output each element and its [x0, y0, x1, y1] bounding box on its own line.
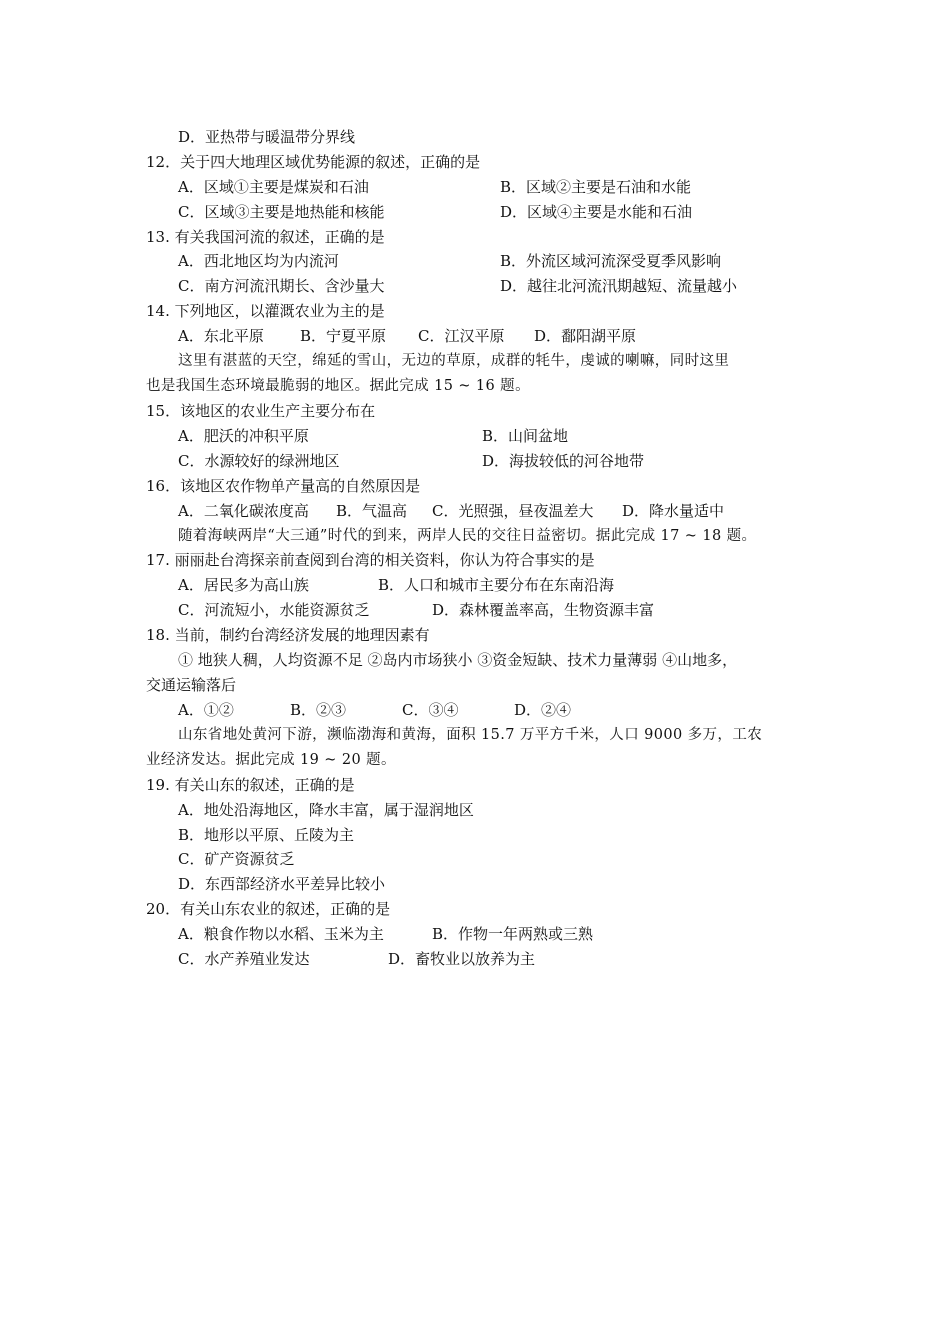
q19-stem: 19. 有关山东的叙述，正确的是 [146, 776, 355, 794]
passage-tibet-line2: 也是我国生态环境最脆弱的地区。据此完成 15 ~ 16 题。 [146, 378, 530, 394]
q20-option-c: C．水产养殖业发达 [178, 950, 310, 968]
q18-option-c: C．③④ [402, 701, 459, 719]
q19-option-d: D．东西部经济水平差异比较小 [178, 875, 386, 893]
q12-option-b: B．区域②主要是石油和水能 [500, 178, 692, 196]
q19-option-c: C．矿产资源贫乏 [178, 850, 295, 868]
q16-option-c: C．光照强，昼夜温差大 [432, 502, 594, 520]
q16-option-a: A．二氧化碳浓度高 [178, 502, 309, 520]
passage-tibet-line1: 这里有湛蓝的天空，绵延的雪山，无边的草原，成群的牦牛，虔诚的喇嘛，同时这里 [178, 353, 730, 369]
q12-option-d: D．区域④主要是水能和石油 [500, 203, 693, 221]
passage-taiwan: 随着海峡两岸“大三通”时代的到来，两岸人民的交往日益密切。据此完成 17 ~ 18 题。 [178, 528, 757, 544]
q15-option-b: B．山间盆地 [482, 427, 569, 445]
q11-option-d: D．亚热带与暖温带分界线 [178, 128, 356, 146]
q17-option-c: C．河流短小，水能资源贫乏 [178, 601, 370, 619]
q13-option-c: C．南方河流汛期长、含沙量大 [178, 277, 385, 295]
q13-option-b: B．外流区域河流深受夏季风影响 [500, 252, 722, 270]
q17-option-d: D．森林覆盖率高，生物资源丰富 [432, 601, 655, 619]
q18-option-d: D．②④ [514, 701, 572, 719]
q14-option-a: A．东北平原 [178, 327, 264, 345]
q20-option-a: A．粮食作物以水稻、玉米为主 [178, 925, 384, 943]
q13-option-d: D．越往北河流汛期越短、流量越小 [500, 277, 738, 295]
q12-option-a: A．区域①主要是煤炭和石油 [178, 178, 369, 196]
q19-option-b: B．地形以平原、丘陵为主 [178, 826, 355, 844]
q15-stem: 15．该地区的农业生产主要分布在 [146, 402, 376, 420]
q14-stem: 14. 下列地区，以灌溉农业为主的是 [146, 302, 385, 320]
q12-option-c: C．区域③主要是地热能和核能 [178, 203, 385, 221]
q18-factors-line2: 交通运输落后 [146, 676, 237, 694]
q20-stem: 20．有关山东农业的叙述，正确的是 [146, 900, 391, 918]
q18-factors-line1: ① 地狭人稠，人均资源不足 ②岛内市场狭小 ③资金短缺、技术力量薄弱 ④山地多， [178, 651, 738, 669]
passage-shandong-line2: 业经济发达。据此完成 19 ~ 20 题。 [146, 752, 396, 768]
q16-stem: 16．该地区农作物单产量高的自然原因是 [146, 477, 421, 495]
q13-option-a: A．西北地区均为内流河 [178, 252, 339, 270]
q12-stem: 12．关于四大地理区域优势能源的叙述，正确的是 [146, 153, 481, 171]
q17-option-b: B．人口和城市主要分布在东南沿海 [378, 576, 615, 594]
q20-option-d: D．畜牧业以放养为主 [388, 950, 536, 968]
q20-option-b: B．作物一年两熟或三熟 [432, 925, 594, 943]
passage-shandong-line1: 山东省地处黄河下游，濒临渤海和黄海，面积 15.7 万平方千米，人口 9000 多万，工农 [178, 727, 763, 743]
q18-option-b: B．②③ [290, 701, 347, 719]
q15-option-c: C．水源较好的绿洲地区 [178, 452, 340, 470]
q13-stem: 13. 有关我国河流的叙述，正确的是 [146, 228, 385, 246]
q14-option-c: C．江汉平原 [418, 327, 505, 345]
q16-option-b: B．气温高 [336, 502, 408, 520]
q14-option-b: B．宁夏平原 [300, 327, 387, 345]
q18-stem: 18. 当前，制约台湾经济发展的地理因素有 [146, 626, 430, 644]
q18-option-a: A．①② [178, 701, 234, 719]
q17-stem: 17. 丽丽赴台湾探亲前查阅到台湾的相关资料，你认为符合事实的是 [146, 551, 595, 569]
q15-option-a: A．肥沃的冲积平原 [178, 427, 309, 445]
q15-option-d: D．海拔较低的河谷地带 [482, 452, 645, 470]
q17-option-a: A．居民多为高山族 [178, 576, 309, 594]
q16-option-d: D．降水量适中 [622, 502, 725, 520]
q14-option-d: D．鄱阳湖平原 [534, 327, 637, 345]
q19-option-a: A．地处沿海地区，降水丰富，属于湿润地区 [178, 801, 474, 819]
